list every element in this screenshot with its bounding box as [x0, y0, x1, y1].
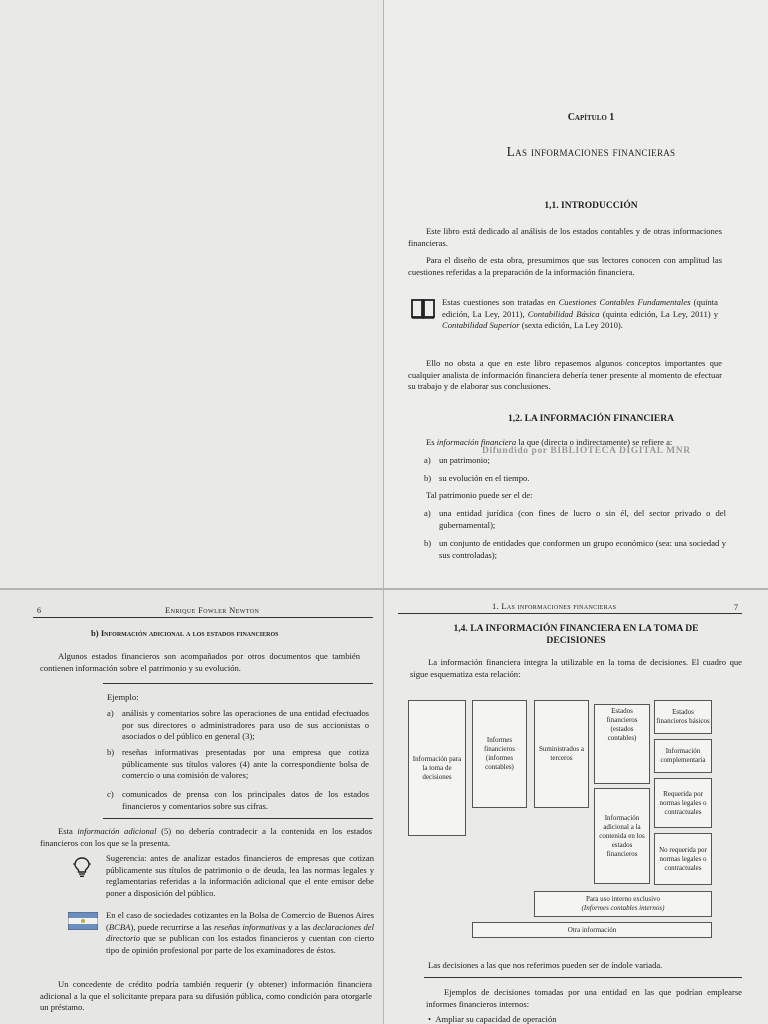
section-heading-informacion-adicional [91, 628, 278, 638]
box-no-requerida: No requerida por normas legales o contractuales [654, 833, 712, 885]
example-rule-bottom [103, 818, 373, 819]
list-text: un conjunto de entidades que conformen un grupo económico (sea: una sociedad y sus controladas); [439, 538, 726, 560]
uso-interno-label: Para uso interno exclusivo [585, 895, 661, 903]
paragraph: Algunos estados financieros son acompañados por otros documentos que también contienen información sobre el patrimonio y su evolución. [40, 651, 360, 673]
paragraph-text: Esta [58, 826, 78, 836]
list-label: b) [424, 473, 432, 483]
argentina-flag-icon [68, 912, 98, 930]
box-suministrados: Suministrados a terceros [534, 700, 589, 808]
example-item-label: a) [107, 708, 114, 718]
page-chapter-1-start [384, 0, 768, 588]
running-head: Enrique Fowler Newton [165, 605, 260, 615]
running-head: 1. Las informaciones financieras [492, 601, 617, 611]
box-otra-informacion: Otra información [472, 922, 712, 938]
example-item-text: reseñas informativas presentadas por una empresa que cotiza públicamente sus títulos valores (4) ante la correspondiente bolsa de comercio o una comisión de valores; [122, 747, 369, 781]
chapter-title: Las informaciones financieras [506, 144, 676, 159]
paragraph-text: (5) no debería contradecir a la contenida en los estados financieros con los que se la presenta. [40, 826, 372, 848]
page-6 [0, 590, 383, 1024]
list-label: a) [424, 455, 431, 465]
paragraph [40, 826, 372, 849]
heading-text: Información adicional a los estados financieros [100, 628, 279, 638]
paragraph: La información financiera integra la utilizable en la toma de decisiones. El cuadro que sigue esquematiza esta relación: [410, 657, 742, 679]
example-item-label: c) [107, 789, 114, 799]
definition-term: información financiera [436, 437, 517, 447]
watermark: Difundido por BIBLIOTECA DIGITAL MNR [482, 446, 691, 456]
book-note-text: (quinta edición, La Ley, 2011) y [599, 308, 719, 319]
bullet-marker: • [428, 1014, 436, 1024]
argentina-note [106, 910, 374, 956]
box-estados-basicos: Estados financieros básicos [654, 700, 712, 734]
box-info-decisiones: Información para la toma de decisiones [408, 700, 466, 836]
paragraph: Ejemplos de decisiones tomadas por una entidad en las que podrían emplearse informes financieros internos: [426, 987, 742, 1009]
box-uso-interno [534, 891, 712, 917]
example-item-text: comunicados de prensa con los principales datos de los estados financieros y comentarios sobre sus cifras. [122, 789, 369, 811]
book-note-text: (sexta edición, La Ley 2010). [519, 320, 623, 331]
note-text: que se publican con los estados financieros y cuentan con cierto tipo de opinión profesional por parte de los examinadores de éstos. [106, 933, 374, 955]
note-term: reseñas informativas [214, 921, 286, 932]
note-term: declaraciones del directorio [106, 921, 374, 944]
list-label: b) [424, 538, 432, 548]
page-number: 7 [734, 603, 738, 612]
bullet-text: Ampliar su capacidad de operación [435, 1014, 557, 1024]
page-blank-top-left [0, 0, 383, 588]
heading-letter: b) [91, 628, 99, 638]
example-item-text: análisis y comentarios sobre las operaciones de una entidad efectuados por sus directores o administradores para uso de sus accionistas o asociados o del público en general (3); [122, 708, 369, 742]
uso-interno-sublabel: (Informes contables internos) [581, 904, 665, 912]
box-informes-financieros: Informes financieros (informes contables) [472, 700, 527, 808]
heading-line: DECISIONES [546, 635, 606, 646]
chapter-label: Capítulo 1 [567, 112, 615, 123]
example-item-label: b) [107, 747, 115, 757]
heading-line: 1,4. LA INFORMACIÓN FINANCIERA EN LA TOMA DE [453, 623, 699, 634]
intro-paragraph-3: Ello no obsta a que en este libro repasemos algunos conceptos importantes que cualquier analista de información financiera debería tener presente al momento de efectuar su trabajo y de elaborar sus conclusiones. [408, 358, 722, 392]
book-title-basica: Contabilidad Básica [527, 308, 600, 319]
list-text: una entidad jurídica (con fines de lucro o sin él, del sector privado o del gubernamental); [439, 508, 726, 530]
list-label: a) [424, 508, 431, 518]
bullet-item [428, 1014, 557, 1024]
suggestion-note: Sugerencia: antes de analizar estados financieros de empresas que cotizan públicamente sus títulos de patrimonio o de deuda, lea las normas legales y reglamentarias referidas a la información adicional que el ente emisor debe poner a disposición del público. [106, 853, 374, 898]
example-rule-top [103, 683, 373, 684]
page-number: 6 [37, 606, 41, 615]
book-icon [411, 298, 435, 320]
paragraph: Un concedente de crédito podría también requerir (y obtener) información financiera adicional a la que el solicitante prepara para su difusión pública, como condición para otorgarle un préstamo. [40, 979, 372, 1013]
note-text: ), puede recurrirse a las [130, 921, 215, 932]
section-heading-introduccion: 1,1. INTRODUCCIÓN [544, 201, 638, 211]
paragraph: Las decisiones a las que nos referimos pueden ser de índole variada. [428, 960, 663, 970]
emphasis-term: información adicional [77, 826, 157, 836]
example-rule [424, 977, 742, 978]
header-rule [398, 613, 742, 614]
example-label: Ejemplo: [107, 692, 139, 702]
intro-paragraph-1: Este libro está dedicado al análisis de los estados contables y de otras informaciones financieras. [408, 226, 722, 248]
lightbulb-icon [73, 856, 91, 878]
decision-info-diagram [408, 698, 718, 934]
box-requerida: Requerida por normas legales o contractuales [654, 778, 712, 828]
box-info-complementaria: Información complementaria [654, 739, 712, 773]
section-heading-toma-decisiones [384, 623, 768, 647]
definition-text: Es [426, 437, 437, 447]
definition-text: la que (directa o indirectamente) se refiere a: [516, 437, 673, 447]
list-text: un patrimonio; [439, 455, 490, 465]
book-title-cuestiones: Cuestiones Contables Fundamentales [558, 297, 691, 307]
patrimonio-intro: Tal patrimonio puede ser el de: [426, 490, 533, 500]
box-info-adicional: Información adicional a la contenida en los estados financieros [594, 788, 650, 884]
book-title-superior: Contabilidad Superior [442, 320, 520, 331]
note-text: y a las [285, 921, 313, 932]
box-estados-financieros: Estados financieros (estados contables) [594, 704, 650, 784]
page-7 [384, 590, 768, 1024]
book-note-text: Estas cuestiones son tratadas en [442, 297, 559, 307]
book-note-text: (quinta edición, La Ley, 2011), [442, 297, 718, 319]
header-rule [33, 617, 373, 618]
section-heading-informacion-financiera: 1,2. LA INFORMACIÓN FINANCIERA [508, 414, 674, 424]
note-text: En el caso de sociedades cotizantes en la Bolsa de Comercio de Buenos Aires ( [106, 910, 374, 932]
book-reference-note [442, 297, 718, 332]
note-acronym: BCBA [108, 921, 131, 932]
list-text: su evolución en el tiempo. [439, 473, 530, 483]
intro-paragraph-2: Para el diseño de esta obra, presumimos que sus lectores conocen con amplitud las cuestiones referidas a la preparación de la información financiera. [408, 255, 722, 277]
